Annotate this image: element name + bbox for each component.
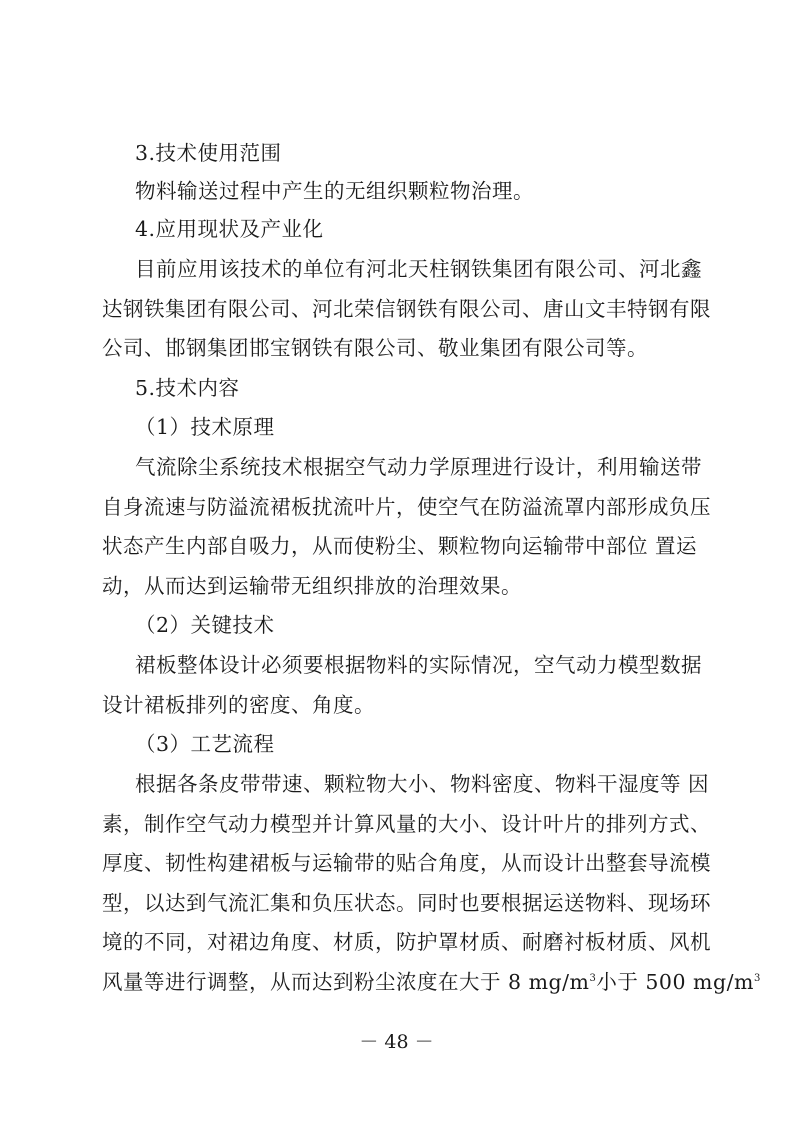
- paragraph-line: 自身流速与防溢流裙板扰流叶片，使空气在防溢流罩内部形成负压: [102, 495, 711, 519]
- paragraph-line: 达钢铁集团有限公司、河北荣信钢铁有限公司、唐山文丰特钢有限: [102, 297, 711, 321]
- paragraph-line: 根据各条皮带带速、颗粒物大小、物料密度、物料干湿度等 因: [135, 772, 710, 796]
- paragraph-line: 素，制作空气动力模型并计算风量的大小、设计叶片的排列方式、: [102, 812, 711, 836]
- paragraph-line: 裙板整体设计必须要根据物料的实际情况，空气动力模型数据: [135, 653, 702, 677]
- paragraph-line: 公司、邯钢集团邯宝钢铁有限公司、敬业集团有限公司等。: [102, 336, 648, 360]
- paragraph-line: 动，从而达到运输带无组织排放的治理效果。: [102, 574, 522, 598]
- subsection-heading-3: （3）工艺流程: [135, 732, 275, 756]
- section-heading-4: 4.应用现状及产业化: [135, 217, 324, 241]
- paragraph-line: 气流除尘系统技术根据空气动力学原理进行设计，利用输送带: [135, 455, 702, 479]
- last-line-part2: 小于 500 mg/m: [596, 970, 754, 994]
- paragraph-line: 境的不同，对裙边角度、材质，防护罩材质、耐磨衬板材质、风机: [102, 930, 711, 954]
- paragraph-line: 物料输送过程中产生的无组织颗粒物治理。: [135, 179, 534, 203]
- paragraph-line: 目前应用该技术的单位有河北天柱钢铁集团有限公司、河北鑫: [135, 257, 702, 281]
- section-heading-3: 3.技术使用范围: [135, 141, 282, 165]
- superscript-unit: 3: [589, 973, 597, 985]
- superscript-unit: 3: [753, 973, 761, 985]
- section-heading-5: 5.技术内容: [135, 376, 240, 400]
- paragraph-line: 厚度、韧性构建裙板与运输带的贴合角度，从而设计出整套导流模: [102, 851, 711, 875]
- paragraph-line: 设计裙板排列的密度、角度。: [102, 693, 375, 717]
- subsection-heading-2: （2）关键技术: [135, 613, 275, 637]
- paragraph-line-last: [102, 969, 761, 995]
- paragraph-line: 型，以达到气流汇集和负压状态。同时也要根据运送物料、现场环: [102, 891, 711, 915]
- paragraph-line: 状态产生内部自吸力，从而使粉尘、颗粒物向运输带中部位 置运: [102, 534, 698, 558]
- last-line-part1: 风量等进行调整，从而达到粉尘浓度在大于 8 mg/m: [102, 970, 590, 994]
- page-number: － 48 －: [359, 1031, 434, 1053]
- subsection-heading-1: （1）技术原理: [135, 415, 275, 439]
